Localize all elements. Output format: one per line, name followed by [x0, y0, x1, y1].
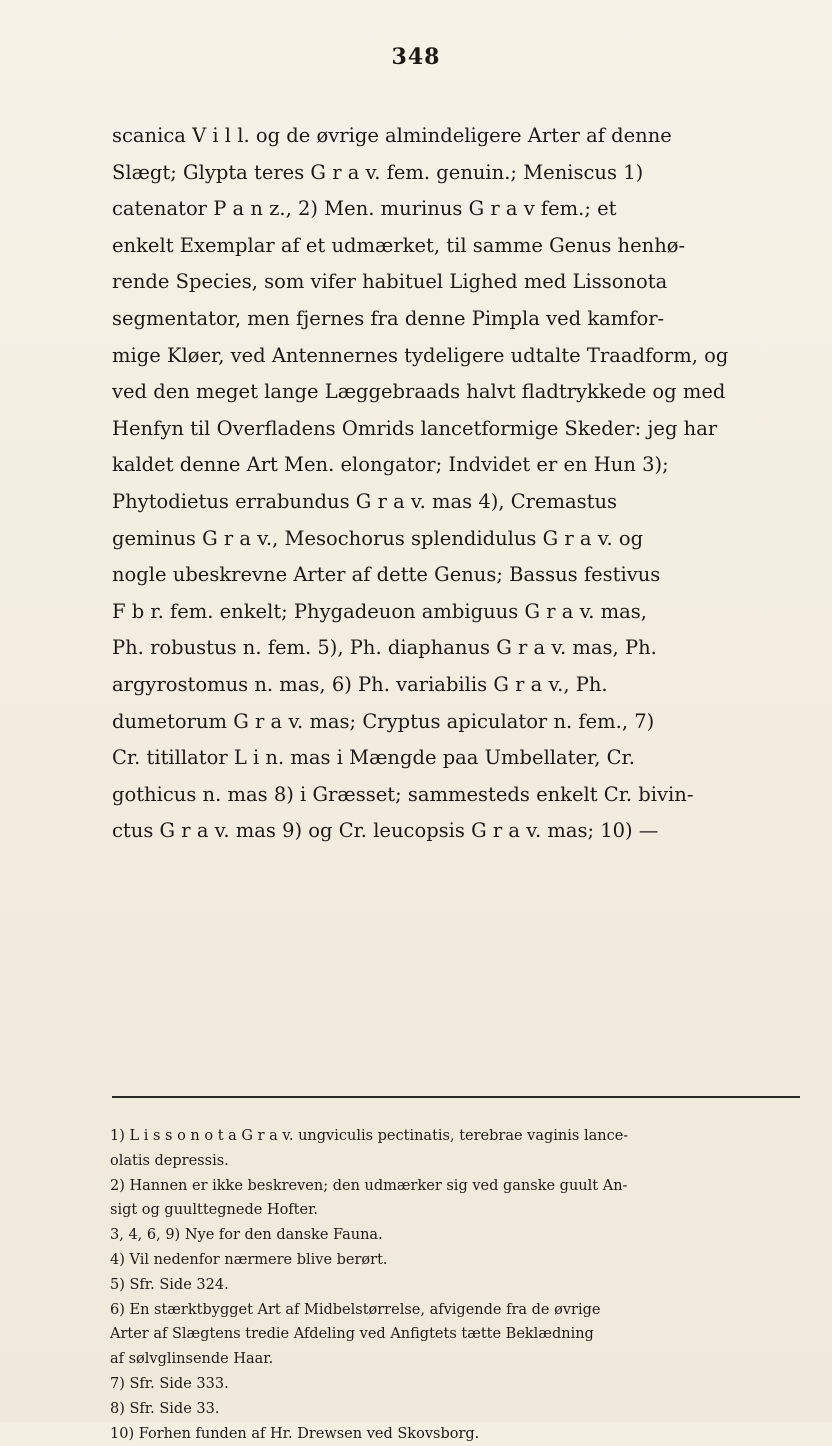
footnote-line: 6) En stærktbygget Art af Midbelstørrelse, afvigende fra de øvrige	[110, 1301, 601, 1318]
text-line: F b r. fem. enkelt; Phygadeuon ambiguus G r a v. mas,	[112, 599, 647, 623]
text-line: Slægt; Glypta teres G r a v. fem. genuin.; Meniscus 1)	[112, 160, 644, 184]
footnote-line: 3, 4, 6, 9) Nye for den danske Fauna.	[110, 1227, 383, 1244]
main-text	[112, 118, 802, 850]
text-line: segmentator, men fjernes fra denne Pimpla ved kamfor-	[112, 306, 665, 330]
footnote-line: Arter af Slægtens tredie Afdeling ved Anfigtets tætte Beklædning	[110, 1326, 594, 1343]
text-line: kaldet denne Art Men. elongator; Indvidet er en Hun 3);	[112, 453, 669, 477]
text-line: scanica V i l l. og de øvrige almindeligere Arter af denne	[112, 124, 672, 147]
page-number: 348	[391, 44, 441, 70]
text-line: Henfyn til Overfladens Omrids lancetformige Skeder: jeg har	[112, 416, 718, 440]
footnote-line: 7) Sfr. Side 333.	[110, 1375, 229, 1392]
text-line: nogle ubeskrevne Arter af dette Genus; Bassus festivus	[112, 563, 661, 587]
footnote-line: 4) Vil nedenfor nærmere blive berørt.	[110, 1251, 388, 1268]
text-line: geminus G r a v., Mesochorus splendidulus G r a v. og	[112, 526, 644, 550]
text-line: Phytodietus errabundus G r a v. mas 4), Cremastus	[112, 489, 618, 513]
text-line: Cr. titillator L i n. mas i Mængde paa Umbellater, Cr.	[112, 746, 635, 770]
footnote-line: 8) Sfr. Side 33.	[110, 1400, 220, 1417]
text-line: catenator P a n z., 2) Men. murinus G r a v fem.; et	[112, 197, 617, 221]
footnote-line: 2) Hannen er ikke beskreven; den udmærker sig ved ganske guult An-	[110, 1177, 628, 1194]
text-line: Ph. robustus n. fem. 5), Ph. diaphanus G r a v. mas, Ph.	[112, 636, 657, 660]
footnotes	[110, 1124, 804, 1446]
text-line: argyrostomus n. mas, 6) Ph. variabilis G r a v., Ph.	[112, 672, 608, 696]
text-line: gothicus n. mas 8) i Græsset; sammesteds enkelt Cr. bivin-	[112, 782, 694, 806]
footnote-line: af sølvglinsende Haar.	[110, 1351, 274, 1368]
text-line: enkelt Exemplar af et udmærket, til samme Genus henhø-	[112, 233, 686, 257]
footnote-line: 10) Forhen funden af Hr. Drewsen ved Skovsborg.	[110, 1425, 480, 1442]
footnote-divider	[112, 1096, 800, 1098]
text-line: mige Kløer, ved Antennernes tydeligere udtalte Traadform, og	[112, 343, 729, 367]
text-line: rende Species, som vifer habituel Lighed med Lissonota	[112, 270, 668, 294]
footnote-line: sigt og guulttegnede Hofter.	[110, 1202, 319, 1219]
text-line: ved den meget lange Læggebraads halvt fladtrykkede og med	[112, 380, 726, 404]
footnote-line: 1) L i s s o n o t a G r a v. ungviculis pectinatis, terebrae vaginis lance-	[110, 1128, 629, 1144]
text-line: dumetorum G r a v. mas; Cryptus apiculator n. fem., 7)	[112, 709, 655, 733]
text-line: ctus G r a v. mas 9) og Cr. leucopsis G r a v. mas; 10) —	[112, 819, 659, 843]
footnote-line: 5) Sfr. Side 324.	[110, 1276, 229, 1293]
footnote-line: olatis depressis.	[110, 1152, 229, 1169]
